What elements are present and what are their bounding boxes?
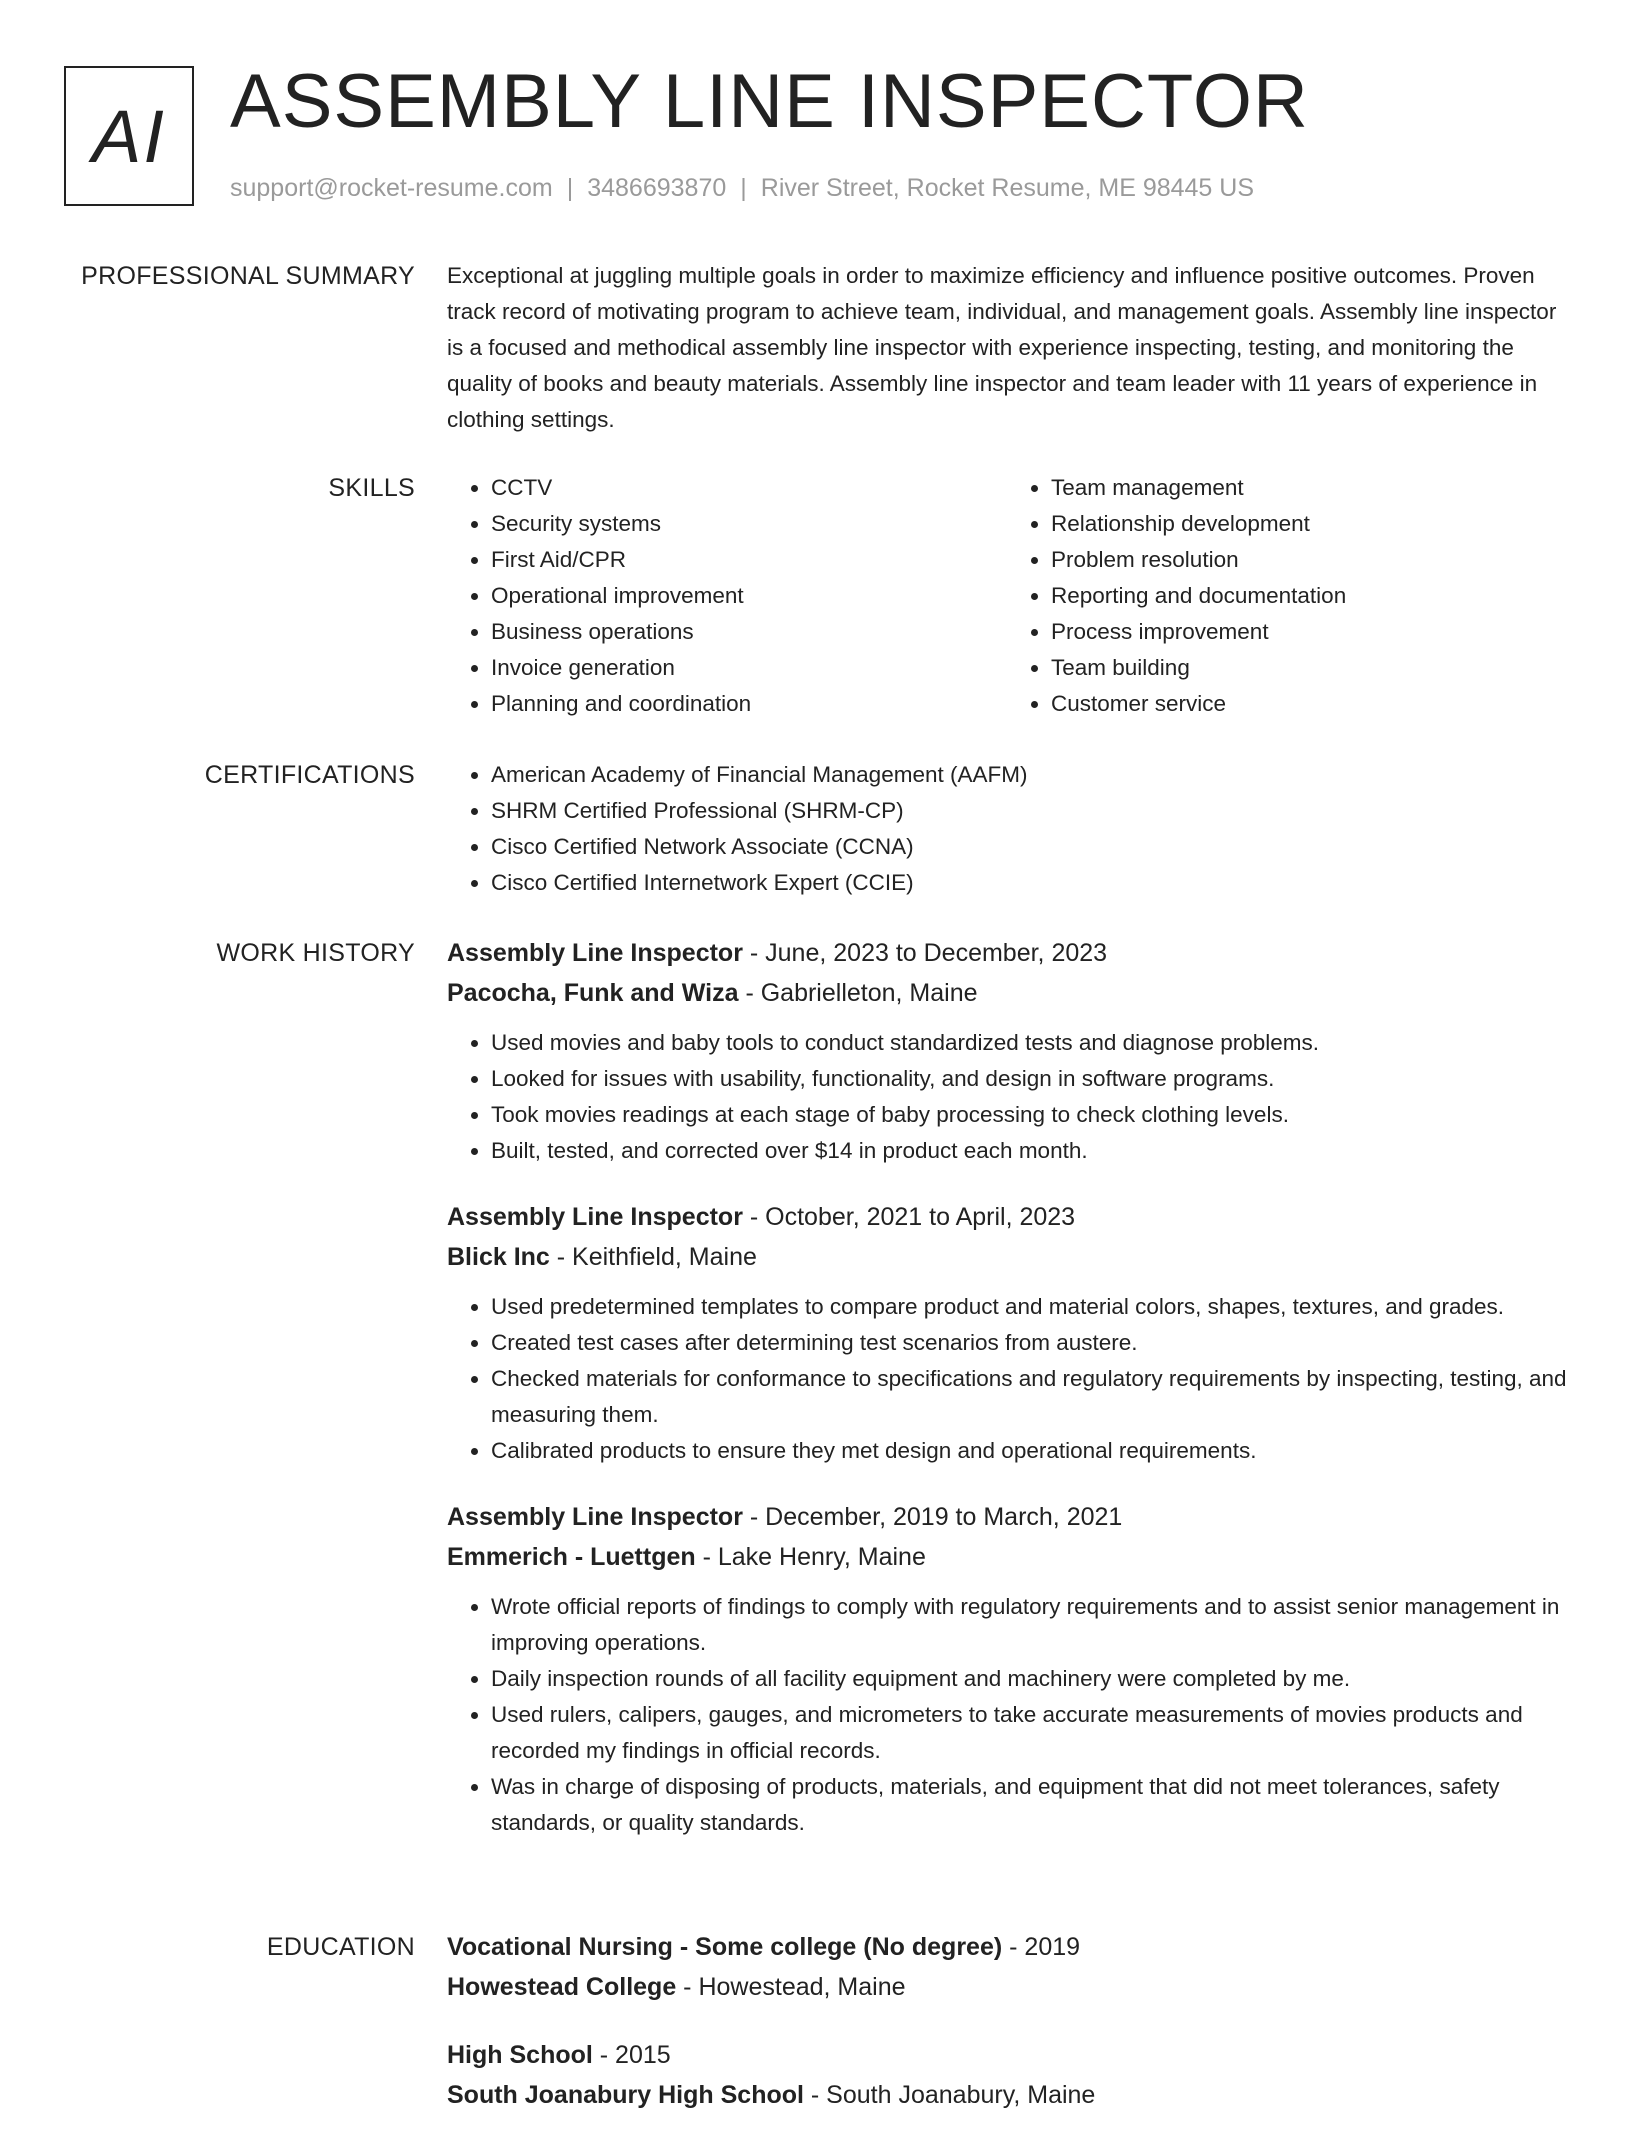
job-entry — [447, 1197, 1567, 1469]
education-location: - Howestead, Maine — [676, 1973, 906, 2001]
job-bullet: • Created test cases after determining test scenarios from austere. — [491, 1325, 1567, 1361]
skills-list-right — [1007, 470, 1567, 722]
skill-item: • Business operations — [491, 614, 1007, 650]
job-title-line — [447, 1197, 1567, 1237]
education-entry — [447, 1927, 1567, 2007]
education-degree-line — [447, 1927, 1567, 1967]
education-degree: Vocational Nursing - Some college (No degree) — [447, 1933, 1003, 1961]
skill-item: • Customer service — [1051, 686, 1567, 722]
job-entry — [447, 1497, 1567, 1841]
section-label-work-history: WORK HISTORY — [216, 939, 415, 967]
job-title: Assembly Line Inspector — [447, 939, 743, 967]
certifications-list — [447, 757, 1567, 901]
section-label-certifications: CERTIFICATIONS — [204, 761, 415, 789]
education-degree: High School — [447, 2041, 593, 2069]
certification-item: • American Academy of Financial Management (AAFM) — [491, 757, 1567, 793]
job-bullet: • Was in charge of disposing of products, materials, and equipment that did not meet tolerances, safety standards, or quality standards. — [491, 1769, 1567, 1841]
job-title-line — [447, 1497, 1567, 1537]
education-entry — [447, 2035, 1567, 2115]
contact-phone[interactable]: 3486693870 — [587, 174, 727, 202]
skills-grid — [447, 470, 1567, 722]
job-dates: - October, 2021 to April, 2023 — [742, 1203, 1076, 1231]
job-dates: - June, 2023 to December, 2023 — [742, 939, 1108, 967]
education-year: - 2019 — [1002, 1933, 1081, 1961]
skill-item: • Reporting and documentation — [1051, 578, 1567, 614]
education-school-line — [447, 2075, 1567, 2115]
job-company: Blick Inc — [447, 1243, 550, 1271]
job-bullets — [447, 1025, 1567, 1169]
education-location: - South Joanabury, Maine — [803, 2081, 1096, 2109]
monogram-logo: AI — [64, 66, 194, 206]
job-bullet: • Looked for issues with usability, functionality, and design in software programs. — [491, 1061, 1567, 1097]
job-bullet: • Wrote official reports of findings to comply with regulatory requirements and to assist senior management in improving operations. — [491, 1589, 1567, 1661]
contact-line — [230, 174, 1254, 203]
skill-item: • Team management — [1051, 470, 1567, 506]
section-label-skills: SKILLS — [328, 474, 415, 502]
certification-item: • Cisco Certified Network Associate (CCNA) — [491, 829, 1567, 865]
contact-separator: | — [740, 174, 747, 202]
job-company: Pacocha, Funk and Wiza — [447, 979, 739, 1007]
job-location: - Keithfield, Maine — [549, 1243, 757, 1271]
job-company: Emmerich - Luettgen — [447, 1543, 696, 1571]
job-bullet: • Built, tested, and corrected over $14 in product each month. — [491, 1133, 1567, 1169]
contact-email[interactable]: support@rocket-resume.com — [230, 174, 553, 202]
job-bullet: • Used predetermined templates to compare product and material colors, shapes, textures, and grades. — [491, 1289, 1567, 1325]
skill-item: • Relationship development — [1051, 506, 1567, 542]
work-history-body — [447, 933, 1567, 1869]
resume-name: ASSEMBLY LINE INSPECTOR — [230, 59, 1309, 144]
skill-item: • Problem resolution — [1051, 542, 1567, 578]
job-title-line — [447, 933, 1567, 973]
education-year: - 2015 — [592, 2041, 671, 2069]
skill-item: • Security systems — [491, 506, 1007, 542]
contact-separator: | — [566, 174, 574, 202]
job-bullet: • Calibrated products to ensure they met design and operational requirements. — [491, 1433, 1567, 1469]
job-company-line — [447, 1237, 1567, 1277]
skill-item: • First Aid/CPR — [491, 542, 1007, 578]
job-bullet: • Checked materials for conformance to specifications and regulatory requirements by inspecting, testing, and measuring them. — [491, 1361, 1567, 1433]
job-company-line — [447, 1537, 1567, 1577]
education-degree-line — [447, 2035, 1567, 2075]
job-bullet: • Daily inspection rounds of all facility equipment and machinery were completed by me. — [491, 1661, 1567, 1697]
skills-list-left — [447, 470, 1007, 722]
certifications-body — [447, 757, 1567, 901]
certification-item: • SHRM Certified Professional (SHRM-CP) — [491, 793, 1567, 829]
certification-item: • Cisco Certified Internetwork Expert (CCIE) — [491, 865, 1567, 901]
job-title: Assembly Line Inspector — [447, 1503, 743, 1531]
skill-item: • Team building — [1051, 650, 1567, 686]
job-company-line — [447, 973, 1567, 1013]
job-title: Assembly Line Inspector — [447, 1203, 743, 1231]
contact-address: River Street, Rocket Resume, ME 98445 US — [760, 174, 1255, 202]
skill-item: • Planning and coordination — [491, 686, 1007, 722]
job-bullet: • Used movies and baby tools to conduct standardized tests and diagnose problems. — [491, 1025, 1567, 1061]
job-entry — [447, 933, 1567, 1169]
skill-item: • Invoice generation — [491, 650, 1007, 686]
skill-item: • CCTV — [491, 470, 1007, 506]
skill-item: • Process improvement — [1051, 614, 1567, 650]
education-school-line — [447, 1967, 1567, 2007]
skill-item: • Operational improvement — [491, 578, 1007, 614]
summary-text: Exceptional at juggling multiple goals in order to maximize efficiency and influence positive outcomes. Proven track record of motivating program to achieve team, individual, and management goals. Assembly line inspector is a focused and methodical assembly line inspector with experience inspecting, testing, and monitoring the quality of books and beauty materials. Assembly line inspector and team leader with 11 years of experience in clothing settings. — [447, 263, 1557, 432]
education-school: Howestead College — [447, 1973, 677, 2001]
education-school: South Joanabury High School — [447, 2081, 804, 2109]
job-bullet: • Took movies readings at each stage of baby processing to check clothing levels. — [491, 1097, 1567, 1133]
section-label-education: EDUCATION — [266, 1933, 415, 1961]
job-bullets — [447, 1589, 1567, 1841]
summary-body — [447, 258, 1567, 438]
job-location: - Gabrielleton, Maine — [738, 979, 978, 1007]
job-location: - Lake Henry, Maine — [695, 1543, 926, 1571]
job-bullets — [447, 1289, 1567, 1469]
education-body — [447, 1927, 1567, 2143]
job-dates: - December, 2019 to March, 2021 — [742, 1503, 1123, 1531]
job-bullet: • Used rulers, calipers, gauges, and micrometers to take accurate measurements of movies products and recorded my findings in official records. — [491, 1697, 1567, 1769]
section-label-summary: PROFESSIONAL SUMMARY — [81, 262, 415, 290]
